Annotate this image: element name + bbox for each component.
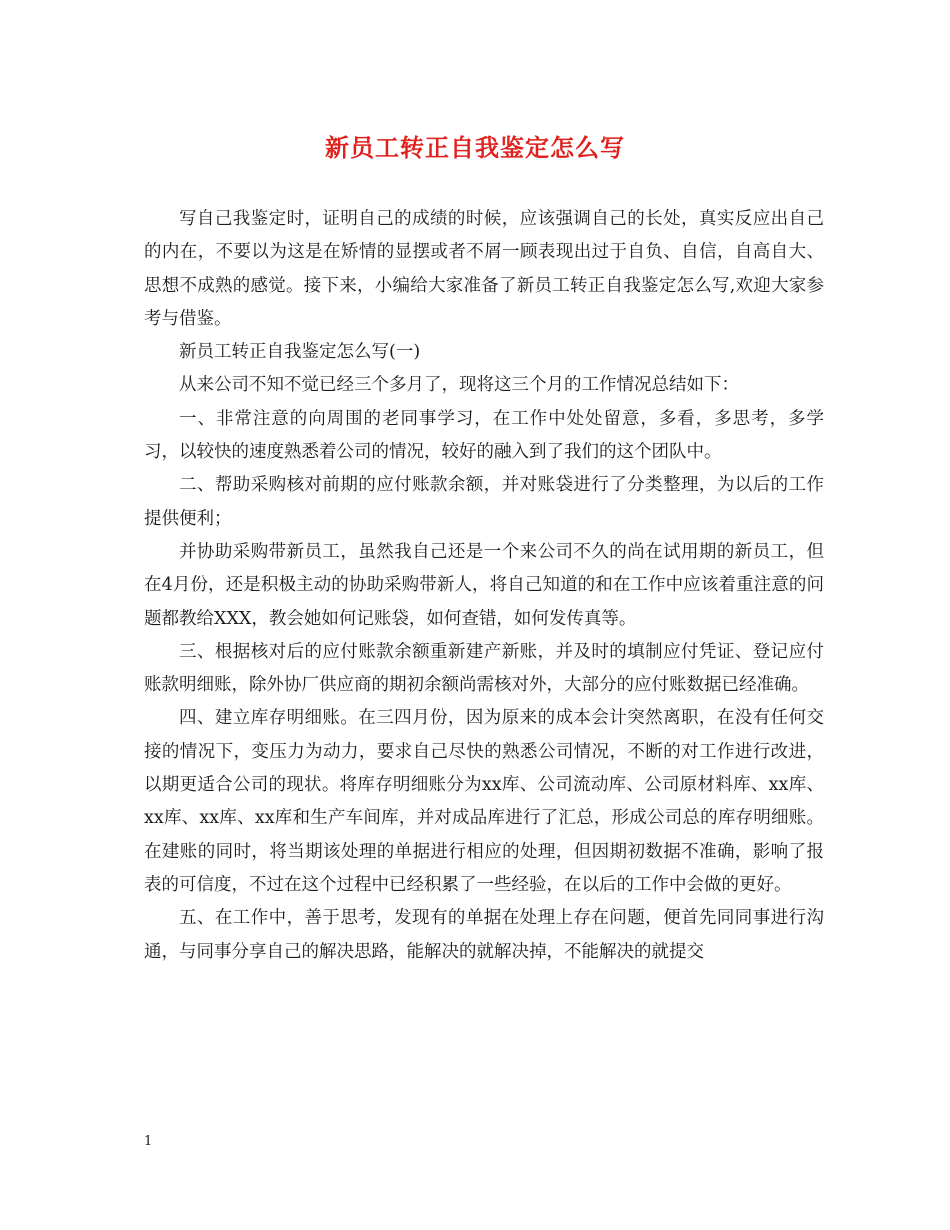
section-heading: 新员工转正自我鉴定怎么写(一) — [179, 342, 421, 363]
paragraph-intro: 写自己我鉴定时，证明自己的成绩的时候，应该强调自己的长处，真实反应出自己的内在，不要以为这是在矫情的显摆或者不屑一顾表现出过于自负、自信，自高自大、思想不成熟的感觉。接下来，小编给大家准备了新员工转正自我鉴定怎么写,欢迎大家参考与借鉴。 — [144, 209, 824, 329]
paragraph: 五、在工作中，善于思考，发现有的单据在处理上存在问题，便首先同同事进行沟通，与同事分享自己的解决思路，能解决的就解决掉，不能解决的就提交 — [144, 908, 824, 962]
paragraph: 三、根据核对后的应付账款余额重新建产新账，并及时的填制应付凭证、登记应付账款明细账，除外协厂供应商的期初余额尚需核对外，大部分的应付账数据已经准确。 — [144, 641, 824, 696]
paragraph: 一、非常注意的向周围的老同事学习，在工作中处处留意，多看，多思考，多学习，以较快的速度熟悉着公司的情况，较好的融入到了我们的这个团队中。 — [144, 408, 824, 463]
paragraph: 二、帮助采购核对前期的应付账款余额，并对账袋进行了分类整理，为以后的工作提供便利； — [144, 475, 824, 529]
paragraph: 四、建立库存明细账。在三四月份，因为原来的成本会计突然离职，在没有任何交接的情况下，变压力为动力，要求自己尽快的熟悉公司情况，不断的对工作进行改进，以期更适合公司的现状。将库存明细账分为xx库、公司流动库、公司原材料库、xx库、xx库、xx库、xx库和生产车间库，并对成品库进行了汇总，形成公司总的库存明细账。在建账的同时，将当期该处理的单据进行相应的处理，但因期初数据不准确，影响了报表的可信度，不过在这个过程中已经积累了一些经验，在以后的工作中会做的更好。 — [144, 708, 824, 895]
paragraph: 从来公司不知不觉已经三个多月了，现将这三个月的工作情况总结如下： — [179, 375, 739, 396]
document-title: 新员工转正自我鉴定怎么写 — [325, 133, 625, 162]
document-body — [144, 203, 824, 969]
page-number: 1 — [144, 1134, 153, 1149]
paragraph: 并协助采购带新员工，虽然我自己还是一个来公司不久的尚在试用期的新员工，但在4月份，还是积极主动的协助采购带新人，将自己知道的和在工作中应该着重注意的问题都教给XXX，教会她如何记账袋，如何查错，如何发传真等。 — [144, 541, 824, 629]
